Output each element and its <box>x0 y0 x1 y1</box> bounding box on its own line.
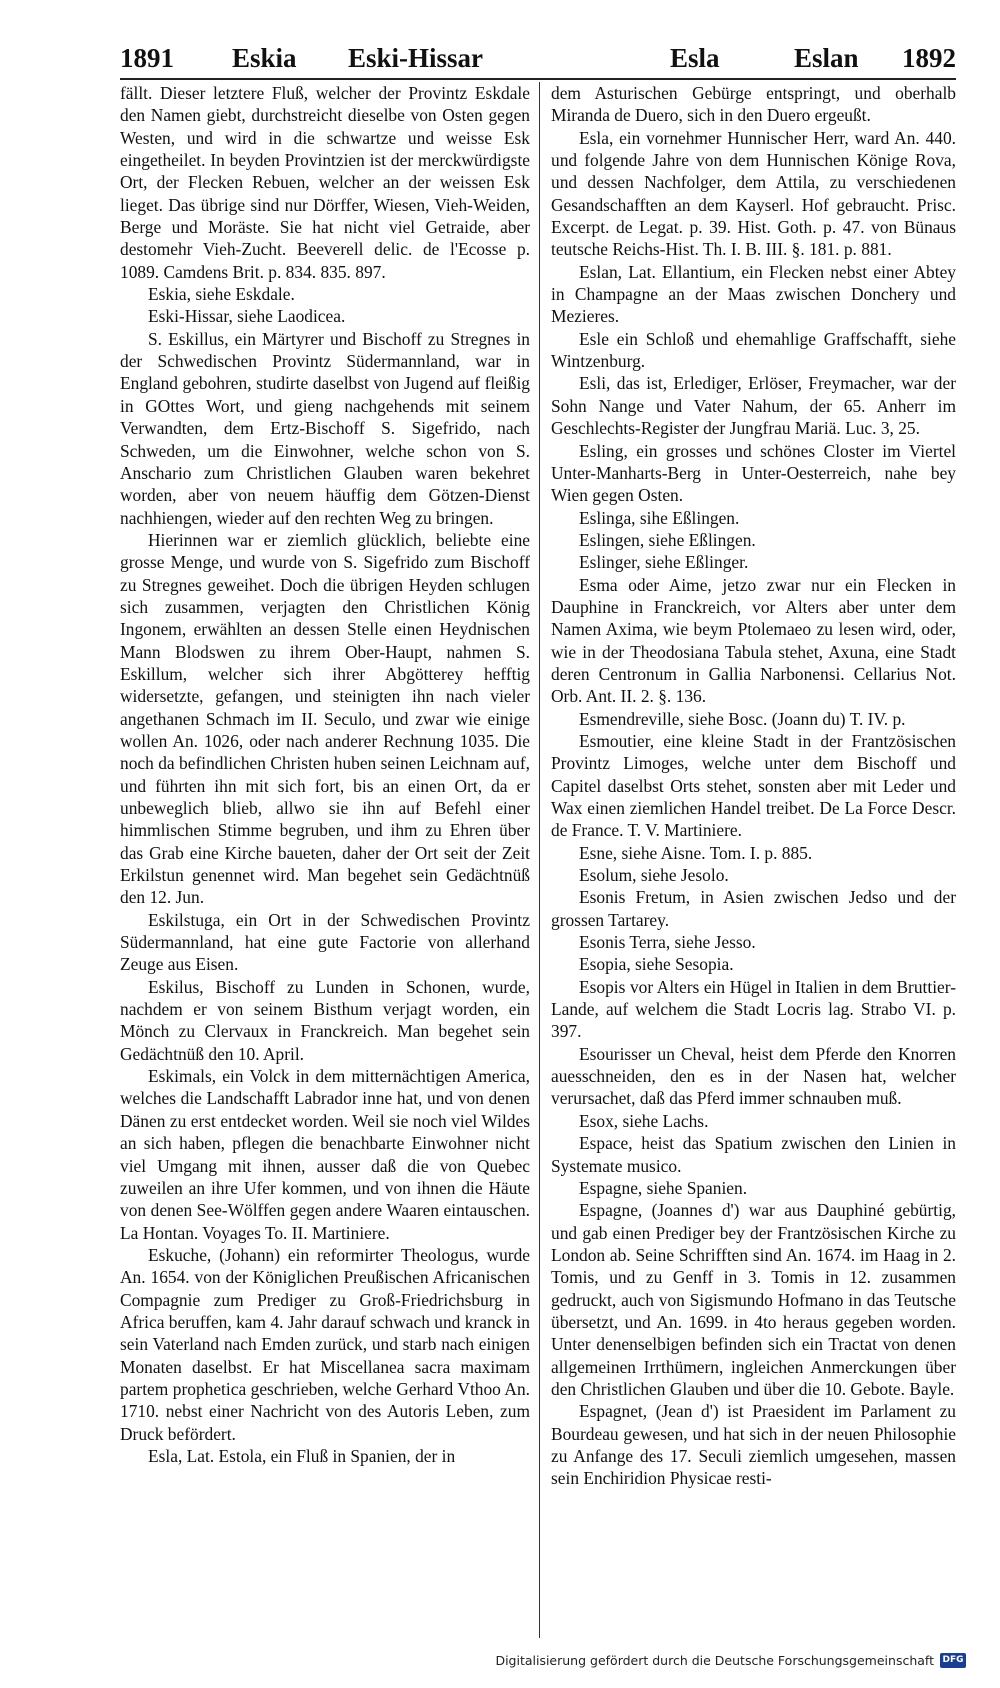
dictionary-entry: Esle ein Schloß und ehemahlige Graffschafft, siehe Wintzenburg. <box>551 328 956 372</box>
footer <box>495 1650 966 1670</box>
footer-text: Digitalisierung gefördert durch die Deutsche Forschungsgemeinschaft <box>495 1652 934 1668</box>
right-column <box>551 82 956 1622</box>
dictionary-entry: Eslan, Lat. Ellantium, ein Flecken nebst einer Abtey in Champagne an der Maas zwischen Donchery und Mezieres. <box>551 261 956 327</box>
dictionary-entry: Esne, siehe Aisne. Tom. I. p. 885. <box>579 842 813 863</box>
dictionary-entry: Eskilstuga, ein Ort in der Schwedischen Provintz Südermannland, hat eine gute Factorie von allerhand Zeuge aus Eisen. <box>120 909 530 975</box>
dictionary-entry: Esla, ein vornehmer Hunnischer Herr, ward An. 440. und folgende Jahre von dem Hunnischen Könige Rova, und dessen Nachfolger, dem Attila, zu verschiedenen Gesandschafften an dem Kayserl. Hof gebraucht. Prisc. Excerpt. de Legat. p. 39. Hist. Goth. p. 47. von Bünaus teutsche Reichs-Hist. Th. I. B. III. §. 181. p. 881. <box>551 127 956 260</box>
dictionary-entry: Eslinger, siehe Eßlinger. <box>579 552 749 573</box>
dictionary-entry: Eskimals, ein Volck in dem mitternächtigen America, welches die Landschafft Labrador inne hat, und von denen Dänen zu erst entdecket worden. Weil sie noch viel Wildes an sich haben, pflegen die benachbarte Einwohner nicht viel Umgang mit ihnen, ausser daß die von Quebec zuweilen an ihre Ufer kommen, und von ihnen die Häute von denen See-Wölffen gegen andere Waaren eintauschen. La Hontan. Voyages To. II. Martiniere. <box>120 1066 530 1243</box>
dictionary-entry: Esopis vor Alters ein Hügel in Italien in dem Bruttier-Lande, auf welchem die Stadt Locris lag. Strabo VI. p. 397. <box>551 976 956 1042</box>
dictionary-entry: S. Eskillus, ein Märtyrer und Bischoff zu Stregnes in der Schwedischen Provintz Südermannland, war in England gebohren, studirte daselbst von Jugend auf fleißig in GOttes Wort, und gieng nachgehends mit seinem Verwandten, dem Ertz-Bischoff S. Sigefrido, nach Schweden, um die Einwohner, welche schon von S. Anschario zum Christlichen Glauben waren bekehret worden, aber von neuem häuffig dem Götzen-Dienst nachhiengen, wieder auf den rechten Weg zu bringen. <box>120 328 530 528</box>
running-header <box>120 38 956 78</box>
headword-eski-hissar: Eski-Hissar <box>348 43 484 73</box>
dictionary-entry: Eskilus, Bischoff zu Lunden in Schonen, wurde, nachdem er von seinem Bisthum verjagt worden, ein Mönch zu Clervaux in Franckreich. Man begehet sein Gedächtnüß den 10. April. <box>120 976 530 1064</box>
page-number-left: 1891 <box>120 43 174 73</box>
dictionary-entry: Esli, das ist, Erlediger, Erlöser, Freymacher, war der Sohn Nange und Vater Nahum, der 65. Anherr im Geschlechts-Register der Jungfrau Mariä. Luc. 3, 25. <box>551 373 956 439</box>
header-rule <box>120 78 956 80</box>
headword-eskia: Eskia <box>232 43 297 73</box>
dictionary-entry: Eslingen, siehe Eßlingen. <box>579 529 756 550</box>
dfg-logo-icon: DFG <box>940 1653 966 1668</box>
dictionary-entry: fällt. Dieser letztere Fluß, welcher der Provintz Eskdale den Namen giebt, durchstreicht dieselbe von Osten gegen Westen, und wird in die schwartze und weisse Esk eingetheilet. In beyden Provintzien ist der merckwürdigste Ort, der Flecken Rebuen, welcher an der weissen Esk lieget. Das übrige sind nur Dörffer, Wiesen, Vieh-Weiden, Berge und Moräste. Sie hat nicht viel Getraide, aber destomehr Vieh-Zucht. Beeverell delic. de l'Ecosse p. 1089. Camdens Brit. p. 834. 835. 897. <box>120 83 530 282</box>
headword-eslan: Eslan <box>794 43 859 73</box>
dictionary-entry: Esmoutier, eine kleine Stadt in der Frantzösischen Provintz Limoges, welche unter dem Bischoff und Capitel daselbst Orts stehet, sonsten aber mit Leder und Wax einen ziemlichen Handel treibet. De La Force Descr. de France. T. V. Martiniere. <box>551 730 956 841</box>
page-number-right: 1892 <box>902 43 956 73</box>
dictionary-entry: dem Asturischen Gebürge entspringt, und oberhalb Miranda de Duero, sich in den Duero ergeußt. <box>551 83 956 126</box>
dictionary-entry: Eslinga, sihe Eßlingen. <box>579 507 740 528</box>
dictionary-entry: Esourisser un Cheval, heist dem Pferde den Knorren auesschneiden, den es in der Nasen hat, welcher verursachet, daß das Pferd immer schnauben muß. <box>551 1043 956 1109</box>
headword-esla: Esla <box>670 43 720 73</box>
column-divider <box>539 82 540 1638</box>
dictionary-entry: Espace, heist das Spatium zwischen den Linien in Systemate musico. <box>551 1133 956 1176</box>
dictionary-entry: Esonis Fretum, in Asien zwischen Jedso und der grossen Tartarey. <box>551 887 956 930</box>
dictionary-entry: Esonis Terra, siehe Jesso. <box>579 932 756 953</box>
dictionary-entry: Espagnet, (Jean d') ist Praesident im Parlament zu Bourdeau gewesen, und hat sich in der neuen Philosophie zu Anfange des 17. Seculi ziemlich umgesehen, massen sein Enchiridion Physicae resti- <box>551 1401 956 1489</box>
dictionary-entry: Esopia, siehe Sesopia. <box>579 954 734 975</box>
dictionary-entry: Eski-Hissar, siehe Laodicea. <box>148 306 346 327</box>
left-column <box>120 82 530 1622</box>
dictionary-entry: Eskuche, (Johann) ein reformirter Theologus, wurde An. 1654. von der Königlichen Preußischen Africanischen Compagnie zum Prediger zu Groß-Friedrichsburg in Africa beruffen, kam 4. Jahr darauf schwach und kranck in sein Vaterland nach Emden zurück, und starb nach einigen Monaten daselbst. Er hat Miscellanea sacra maximam partem prophetica geschrieben, welche Gerhard Vthoo An. 1710. nebst einer Nachricht von des Autoris Leben, zum Druck befördert. <box>120 1244 530 1444</box>
dictionary-entry: Hierinnen war er ziemlich glücklich, beliebte eine grosse Menge, und wurde von S. Sigefrido zum Bischoff zu Stregnes geweihet. Doch die übrigen Heyden schlugen sich zusammen, verjagten den Christlichen König Ingonem, erwählten an dessen Stelle einen Heydnischen Mann Blodswen zu ihrem Ober-Haupt, nahmen S. Eskillum, welcher sich ihrer Abgötterey hefftig widersetzte, gefangen, und steinigten ihn nach vieler angethanen Schmach im II. Seculo, und zwar wie einige wollen An. 1026, oder nach anderer Rechnung 1035. Die noch da befindlichen Christen huben seinen Leichnam auf, und führten ihn mit sich fort, bis an einen Ort, da er unbeweglich blieb, allwo sie ihn auf Befehl einer himmlischen Stimme begruben, und ihm zu Ehren über das Grab eine Kirche baueten, daher der Ort seit der Zeit Erkilstun genennet wird. Man begehet sein Gedächtnüß den 12. Jun. <box>120 529 530 908</box>
dictionary-entry: Esox, siehe Lachs. <box>579 1110 709 1131</box>
dictionary-entry: Eskia, siehe Eskdale. <box>148 284 295 305</box>
dictionary-entry: Esolum, siehe Jesolo. <box>579 865 729 886</box>
dictionary-entry: Esma oder Aime, jetzo zwar nur ein Flecken in Dauphine in Franckreich, vor Alters aber unter dem Namen Axima, wie beym Ptolemaeo zu lesen wird, oder, wie in der Theodosiana Tabula stehet, Axuna, eine Stadt deren Centronum in Gallia Narbonensi. Cellarius Not. Orb. Ant. II. 2. §. 136. <box>551 574 956 707</box>
dictionary-entry: Espagne, siehe Spanien. <box>579 1177 748 1198</box>
dictionary-entry: Esmendreville, siehe Bosc. (Joann du) T. IV. p. <box>579 708 906 729</box>
dictionary-entry: Espagne, (Joannes d') war aus Dauphiné gebürtig, und gab einen Prediger bey der Frantzösischen Kirche zu London ab. Seine Schrifften sind An. 1674. im Haag in 2. Tomis, und zu Genff in 3. Tomis in 12. zusammen gedruckt, auch von Sigismundo Hofmano in das Teutsche übersetzt, und An. 1699. in 4to heraus gegeben worden. Unter denenselbigen befinden sich ein Tractat von denen allgemeinen Irrthümern, ingleichen Anmerckungen über den Christlichen Glauben und über die 10. Gebote. Bayle. <box>551 1200 956 1399</box>
dictionary-entry: Esla, Lat. Estola, ein Fluß in Spanien, der in <box>148 1445 456 1466</box>
dictionary-entry: Esling, ein grosses und schönes Closter im Viertel Unter-Manharts-Berg in Unter-Oesterreich, nahe bey Wien gegen Osten. <box>551 440 956 506</box>
